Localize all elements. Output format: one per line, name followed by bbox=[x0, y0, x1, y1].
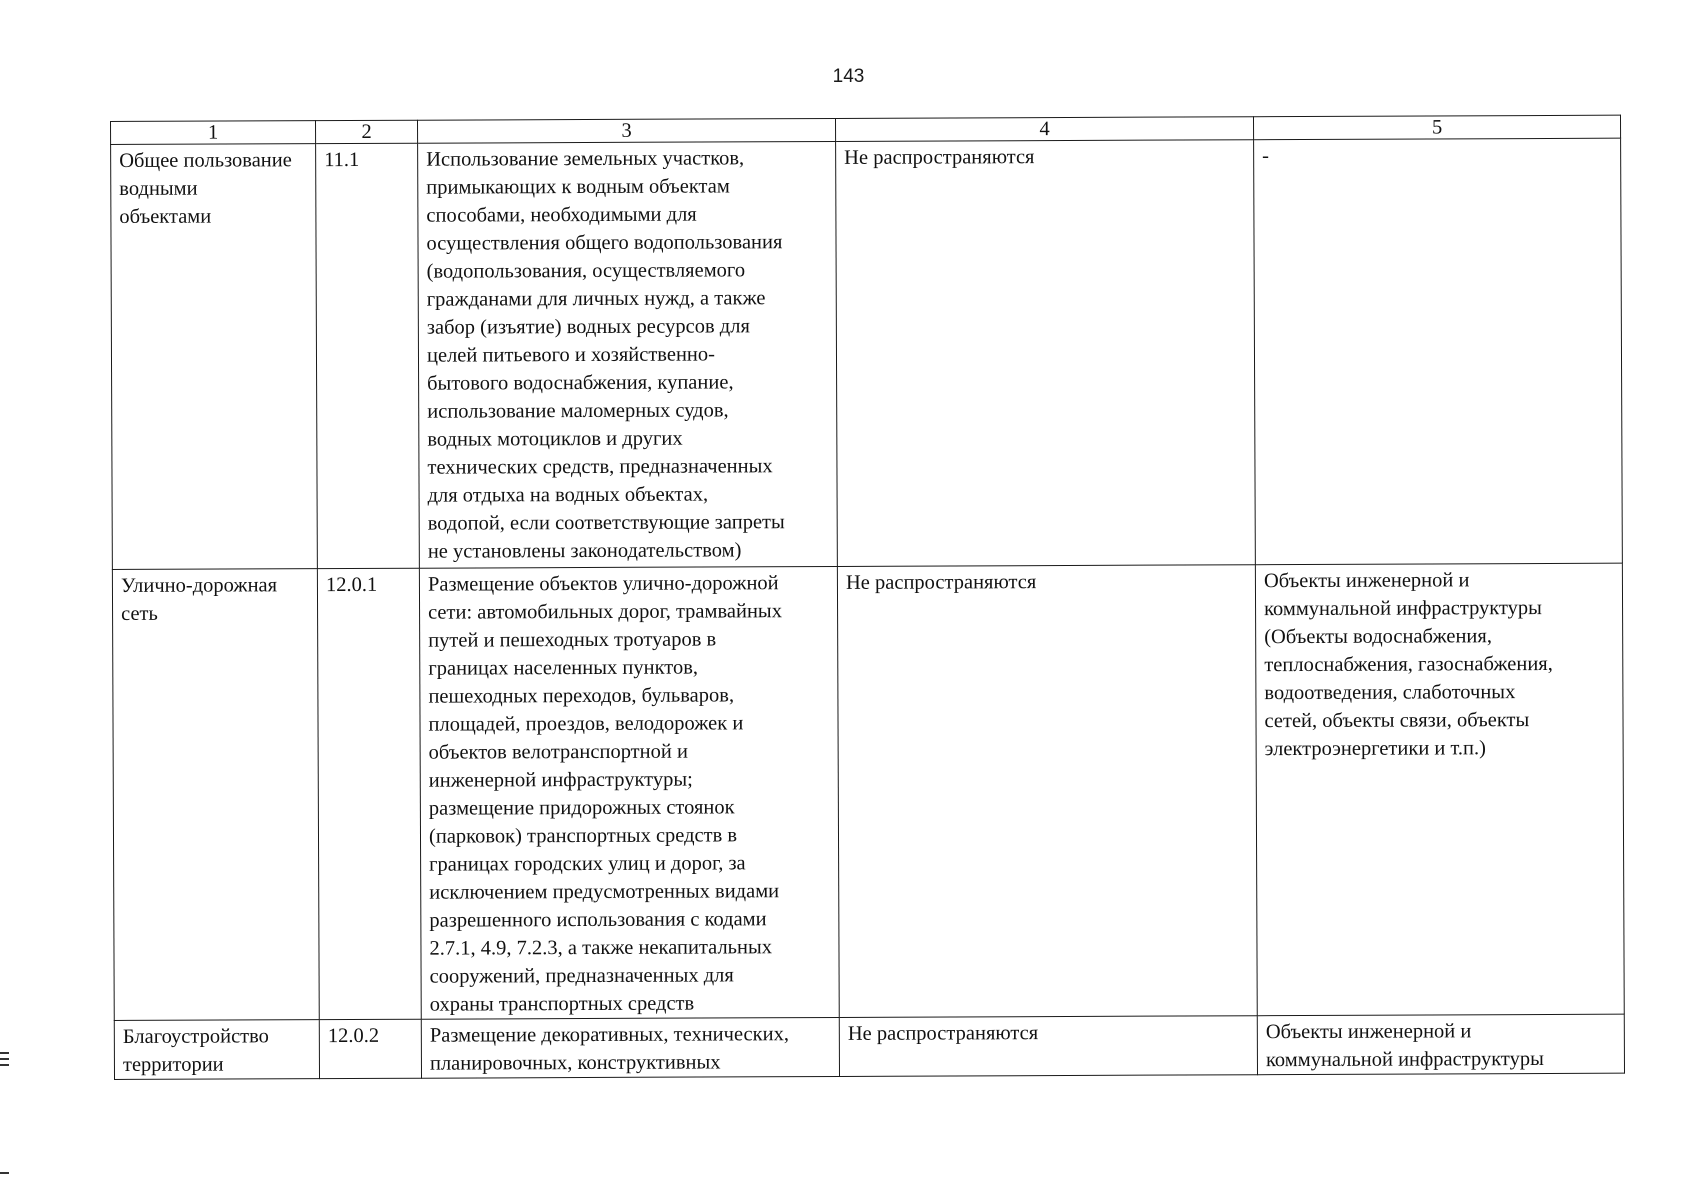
table-row bbox=[114, 1014, 1624, 1079]
column-header-1: 1 bbox=[111, 121, 316, 145]
land-use-name: Улично-дорожная сеть bbox=[112, 569, 319, 1021]
land-use-code: 11.1 bbox=[316, 143, 420, 568]
scan-margin-mark bbox=[0, 1172, 9, 1174]
scan-margin-mark bbox=[0, 1064, 9, 1066]
table-row bbox=[112, 563, 1624, 1020]
land-use-name: Благоустройство территории bbox=[114, 1020, 319, 1080]
column-header-4: 4 bbox=[835, 117, 1253, 142]
column-5-value: Объекты инженерной и коммунальной инфраструктуры bbox=[1257, 1014, 1624, 1075]
scan-margin-mark bbox=[0, 1058, 9, 1060]
land-use-code: 12.0.1 bbox=[317, 568, 421, 1019]
land-use-description: Размещение декоративных, технических, планировочных, конструктивных bbox=[421, 1017, 839, 1078]
column-header-3: 3 bbox=[417, 118, 835, 143]
column-5-value: Объекты инженерной и коммунальной инфраструктуры (Объекты водоснабжения, теплоснабжения, газоснабжения, водоотведения, слаботочных сетей, объекты связи, объекты электроэнергетики и т.п.) bbox=[1255, 563, 1624, 1016]
column-4-value: Не распространяются bbox=[837, 565, 1257, 1018]
table-row bbox=[111, 138, 1623, 569]
land-use-code: 12.0.2 bbox=[319, 1019, 421, 1078]
land-use-description: Использование земельных участков, примыкающих к водным объектам способами, необходимыми для осуществления общего водопользования (водопользования, осуществляемого гражданами для личных нужд, а также забор (изъятие) водных ресурсов для целей питьевого и хозяйственно- бытового водоснабжения, купание, использование маломерных судов, водных мотоциклов и других технических средств, предназначенных для отдыха на водных объектах, водопой, если соответствующие запреты не установлены законодательством) bbox=[418, 141, 838, 568]
column-header-2: 2 bbox=[316, 120, 418, 143]
land-use-table bbox=[110, 115, 1625, 1080]
column-4-value: Не распространяются bbox=[839, 1016, 1257, 1077]
land-use-description: Размещение объектов улично-дорожной сети: автомобильных дорог, трамвайных путей и пешеходных тротуаров в границах населенных пунктов, пешеходных переходов, бульваров, площадей, проездов, велодорожек и объектов велотранспортной и инженерной инфраструктуры; размещение придорожных стоянок (парковок) транспортных средств в границах городских улиц и дорог, за исключением предусмотренных видами разрешенного использования с кодами 2.7.1, 4.9, 7.2.3, а также некапитальных сооружений, предназначенных для охраны транспортных средств bbox=[419, 566, 839, 1019]
column-header-5: 5 bbox=[1253, 115, 1620, 140]
page-number: 143 bbox=[832, 66, 865, 87]
scan-margin-mark bbox=[0, 1052, 9, 1054]
column-4-value: Не распространяются bbox=[836, 140, 1256, 567]
land-use-name: Общее пользование водными объектами bbox=[111, 144, 318, 570]
column-5-value: - bbox=[1254, 138, 1623, 565]
